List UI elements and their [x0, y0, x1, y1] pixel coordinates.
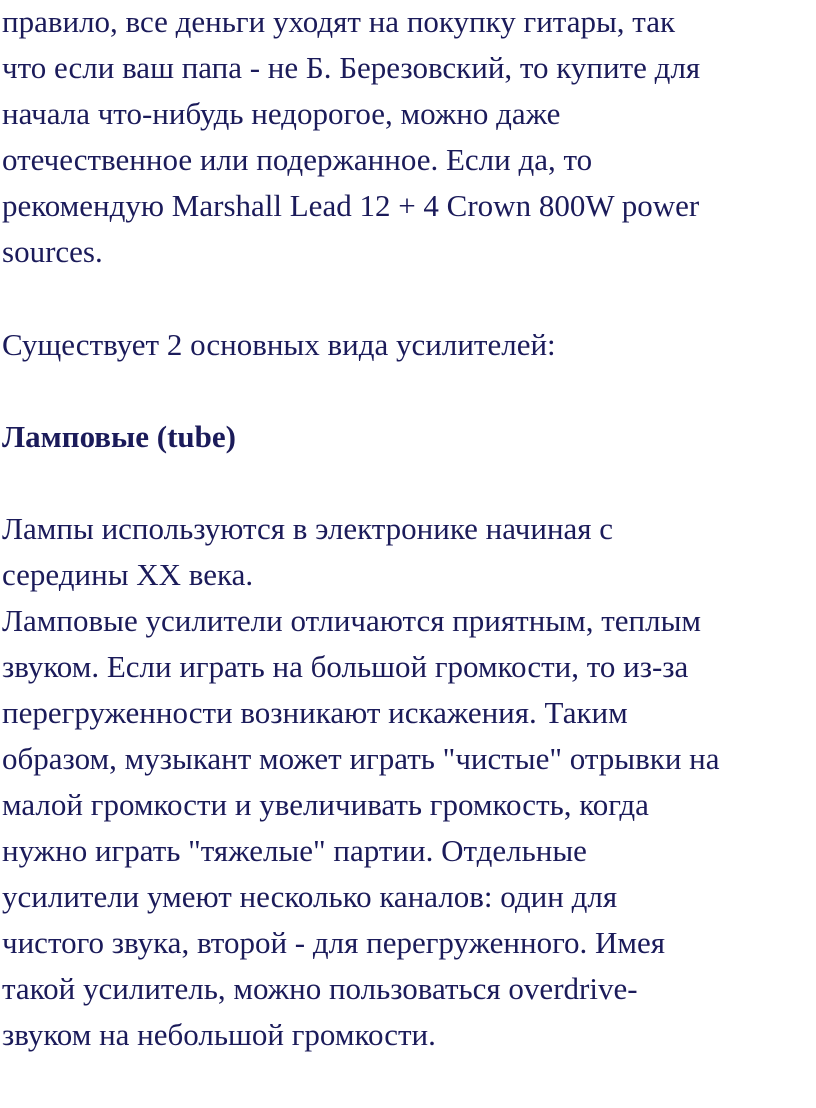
- section-heading: Ламповые (tube): [2, 419, 236, 454]
- text-line: нужно играть "тяжелые" партии. Отдельные: [2, 833, 587, 868]
- text-line: малой громкости и увеличивать громкость, когда: [2, 787, 649, 822]
- text-line: Ламповые усилители отличаются приятным, теплым: [2, 603, 702, 638]
- text-line: образом, музыкант может играть "чистые" отрывки на: [2, 741, 720, 776]
- text-line: начала что-нибудь недорогое, можно даже: [2, 96, 561, 131]
- paragraph-tube: [2, 506, 814, 1058]
- paragraph-amp-types: [2, 322, 814, 368]
- text-line: sources.: [2, 234, 103, 269]
- text-line: чистого звука, второй - для перегруженного. Имея: [2, 925, 666, 960]
- text-line: звуком. Если играть на большой громкости, то из-за: [2, 649, 689, 684]
- text-line: отечественное или подержанное. Если да, то: [2, 142, 593, 177]
- text-line: Лампы используются в электронике начиная с: [2, 511, 614, 546]
- text-line: что если ваш папа - не Б. Березовский, то купите для: [2, 50, 701, 85]
- text-line: усилители умеют несколько каналов: один для: [2, 879, 618, 914]
- text-line: рекомендую Marshall Lead 12 + 4 Crown 800W power: [2, 188, 700, 223]
- text-line: Существует 2 основных вида усилителей:: [2, 327, 556, 362]
- text-line: такой усилитель, можно пользоваться overdrive-: [2, 971, 638, 1006]
- paragraph-intro: [2, 0, 814, 275]
- text-line: середины XX века.: [2, 557, 254, 592]
- text-line: перегруженности возникают искажения. Таким: [2, 695, 628, 730]
- text-line: звуком на небольшой громкости.: [2, 1017, 436, 1052]
- text-line: правило, все деньги уходят на покупку гитары, так: [2, 4, 676, 39]
